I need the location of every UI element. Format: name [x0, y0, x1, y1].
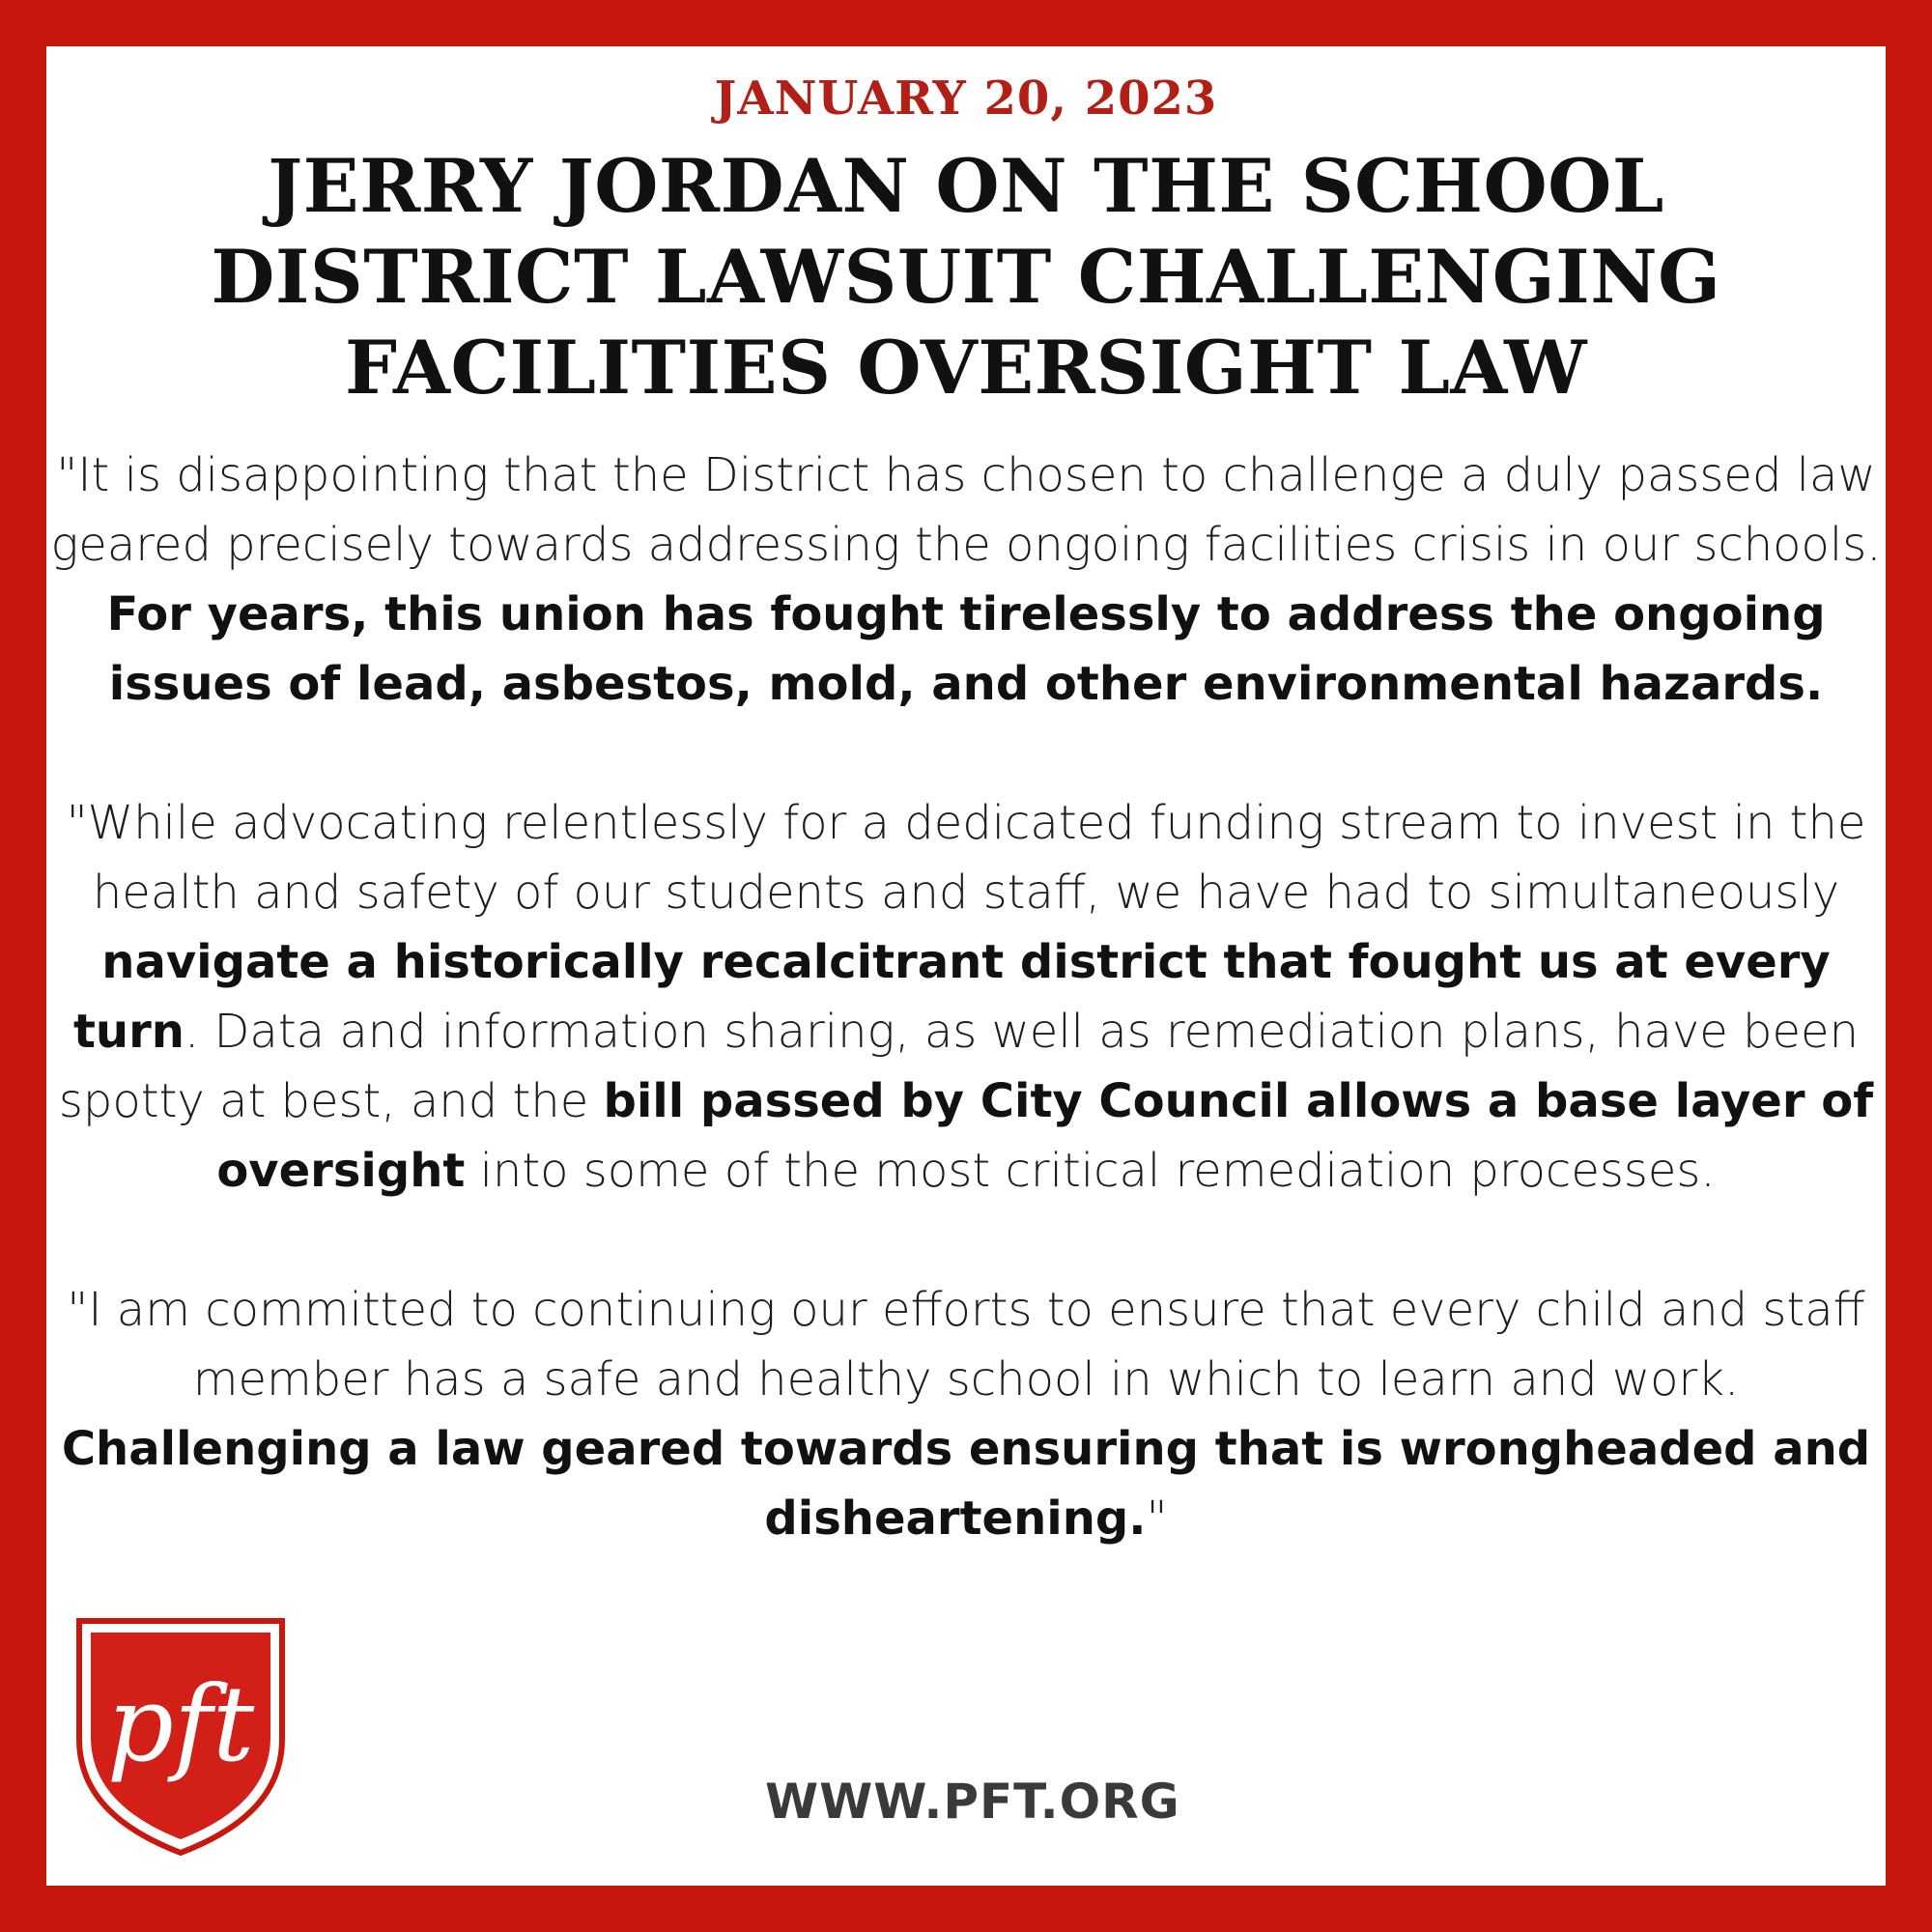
paragraph-2-bold-1: navigate a historically recalcitrant district that fought us at every turn	[72, 935, 1831, 1059]
statement-body	[46, 440, 1886, 1553]
website-link[interactable]: WWW.PFT.ORG	[765, 1774, 1180, 1830]
paragraph-2	[46, 788, 1886, 1206]
paragraph-3-text-1: "I am committed to continuing our efforts to ensure that every child and staff member has a safe and healthy school in which to learn and work.	[67, 1283, 1865, 1406]
paragraph-2-text-3: into some of the most critical remediation processes.	[465, 1144, 1716, 1198]
statement-card	[46, 46, 1886, 1886]
paragraph-1-bold-1: For years, this union has fought tirelessly to address the ongoing issues of lead, asbestos, mold, and other environmental hazards.	[106, 587, 1826, 711]
statement-title: JERRY JORDAN ON THE SCHOOL DISTRICT LAWSUIT CHALLENGING FACILITIES OVERSIGHT LAW	[211, 143, 1721, 411]
paragraph-1	[46, 440, 1886, 719]
paragraph-2-text-2: . Data and information sharing, as well as remediation plans, have been spotty at best, and the	[58, 1005, 1859, 1128]
paragraph-3	[46, 1275, 1886, 1553]
logo-lettering: pft	[106, 1664, 255, 1785]
paragraph-3-bold-1: Challenging a law geared towards ensuring that is wrongheaded and disheartening.	[61, 1422, 1871, 1546]
statement-date: JANUARY 20, 2023	[714, 71, 1218, 126]
paragraph-2-text-1: "While advocating relentlessly for a dedicated funding stream to invest in the health and safety of our students and staff, we have had to simultaneously	[66, 796, 1866, 920]
paragraph-3-text-2: "	[1146, 1492, 1168, 1546]
paragraph-2-bold-2: bill passed by City Council allows a base layer of oversight	[216, 1074, 1874, 1198]
paragraph-1-text-1: "It is disappointing that the District has chosen to challenge a duly passed law geared precisely towards addressing the ongoing facilities crisis in our schools.	[50, 448, 1882, 572]
pft-shield-logo	[71, 1615, 290, 1859]
